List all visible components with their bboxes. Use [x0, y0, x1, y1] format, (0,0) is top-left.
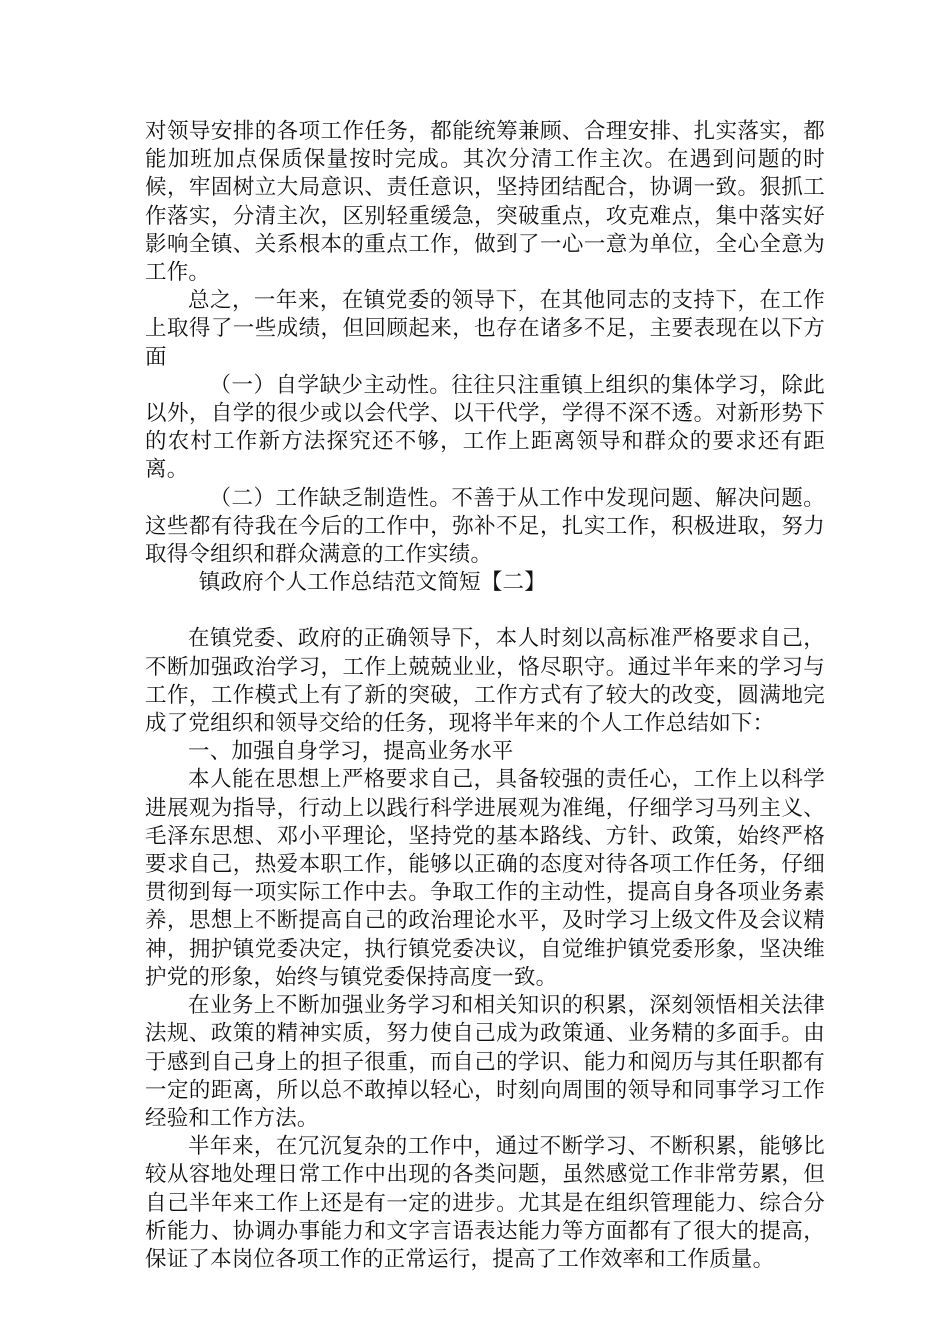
paragraph-shortcoming-1: （一）自学缺少主动性。往往只注重镇上组织的集体学习，除此以外，自学的很少或以会代学、以干代学，学得不深不透。对新形势下的农村工作新方法探究还不够，工作上距离领导和群众的要求还有距离。 — [145, 372, 825, 483]
section-title: 镇政府个人工作总结范文简短【二】 — [198, 570, 546, 596]
paragraph-progress: 半年来，在冗沉复杂的工作中，通过不断学习、不断积累，能够比较从容地处理日常工作中出现的各类问题，虽然感觉工作非常劳累，但自己半年来工作上还是有一定的进步。尤其是在组织管理能力、综合分析能力、协调办事能力和文字言语表达能力等方面都有了很大的提高，保证了本岗位各项工作的正常运行，提高了工作效率和工作质量。 — [145, 1134, 825, 1272]
paragraph-business: 在业务上不断加强业务学习和相关知识的积累，深刻领悟相关法律法规、政策的精神实质，努力使自己成为政策通、业务精的多面手。由于感到自己身上的担子很重，而自己的学识、能力和阅历与其任职都有一定的距离，所以总不敢掉以轻心，时刻向周围的领导和同事学习工作经验和工作方法。 — [145, 993, 825, 1131]
paragraph-continuation: 对领导安排的各项工作任务，都能统筹兼顾、合理安排、扎实落实，都能加班加点保质保量按时完成。其次分清工作主次。在遇到问题的时候，牢固树立大局意识、责任意识，坚持团结配合，协调一致。狠抓工作落实，分清主次，区别轻重缓急，突破重点，攻克难点，集中落实好影响全镇、关系根本的重点工作，做到了一心一意为单位，全心全意为工作。 — [145, 119, 825, 286]
paragraph-study: 本人能在思想上严格要求自己，具备较强的责任心，工作上以科学进展观为指导，行动上以践行科学进展观为准绳，仔细学习马列主义、毛泽东思想、邓小平理论，坚持党的基本路线、方针、政策，始终严格要求自己，热爱本职工作，能够以正确的态度对待各项工作任务，仔细贯彻到每一项实际工作中去。争取工作的主动性，提高自身各项业务素养，思想上不断提高自己的政治理论水平，及时学习上级文件及会议精神，拥护镇党委决定，执行镇党委决议，自觉维护镇党委形象，坚决维护党的形象，始终与镇党委保持高度一致。 — [145, 767, 825, 990]
paragraph-summary: 总之，一年来，在镇党委的领导下，在其他同志的支持下，在工作上取得了一些成绩，但回顾起来，也存在诸多不足，主要表现在以下方面 — [145, 288, 825, 370]
paragraph-shortcoming-2: （二）工作缺乏制造性。不善于从工作中发现问题、解决问题。这些都有待我在今后的工作中，弥补不足，扎实工作，积极进取，努力取得令组织和群众满意的工作实绩。 — [145, 485, 825, 568]
document-body — [145, 118, 825, 1274]
subheading-1: 一、加强自身学习，提高业务水平 — [188, 739, 514, 765]
paragraph-intro: 在镇党委、政府的正确领导下，本人时刻以高标准严格要求自己，不断加强政治学习，工作上兢兢业业，恪尽职守。通过半年来的学习与工作，工作模式上有了新的突破，工作方式有了较大的改变，圆满地完成了党组织和领导交给的任务，现将半年来的个人工作总结如下： — [145, 626, 825, 737]
blank-line — [145, 597, 825, 625]
